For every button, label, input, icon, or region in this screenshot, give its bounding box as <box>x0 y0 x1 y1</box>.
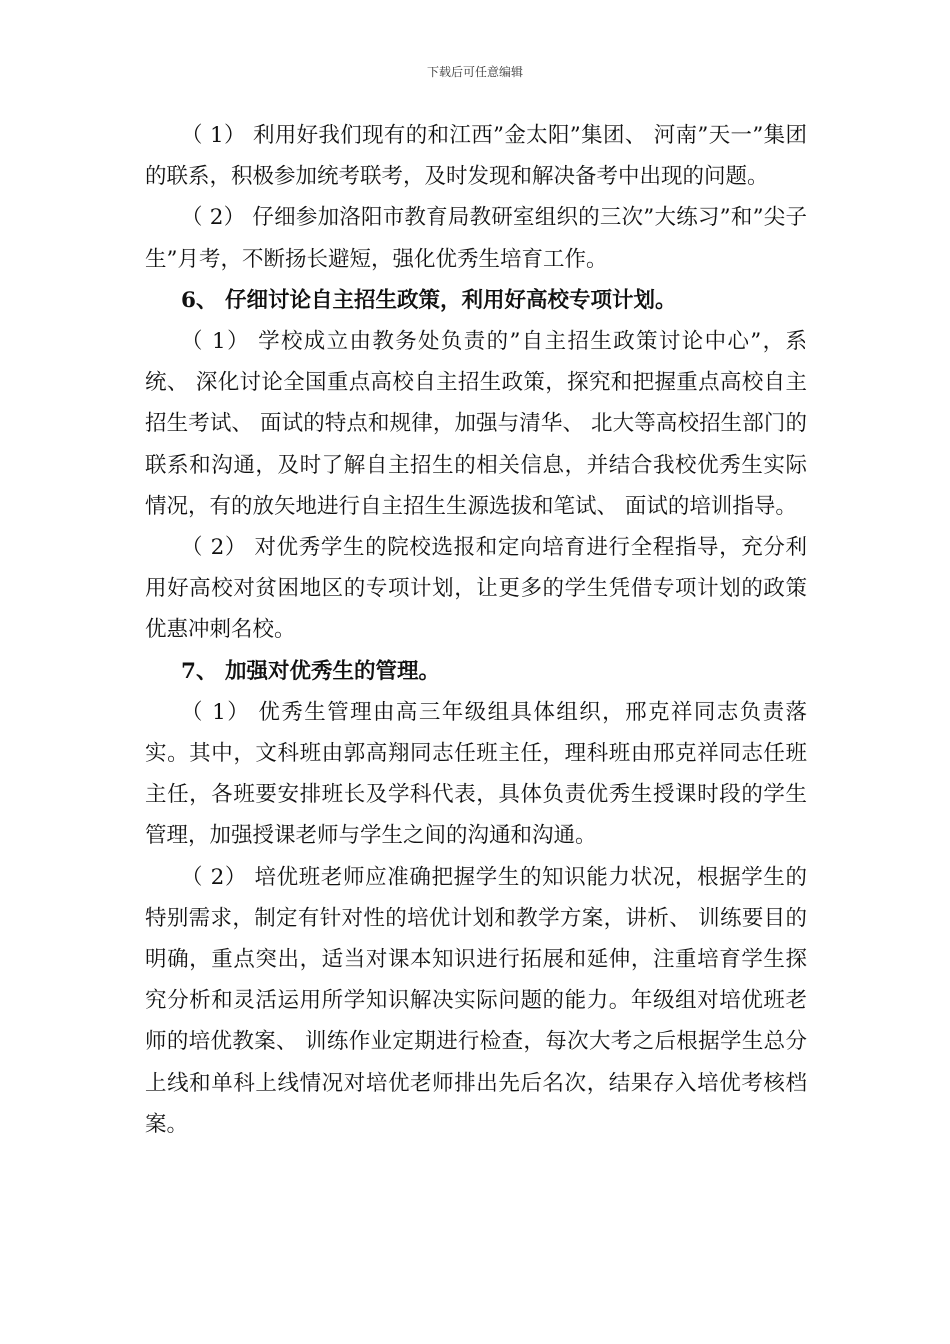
paragraph-5: （ 1） 优秀生管理由高三年级组具体组织，邢克祥同志负责落实。其中，文科班由郭高翔同志任班主任，理科班由邢克祥同志任班主任，各班要安排班长及学科代表，具体负责优秀生授课时段的学生管理，加强授课老师与学生之间的沟通和沟通。 <box>145 699 807 849</box>
paragraph-6: （ 2） 培优班老师应准确把握学生的知识能力状况，根据学生的特别需求，制定有针对性的培优计划和教学方案，讲析、 训练要目的明确，重点突出，适当对课本知识进行拓展和延伸，注重培育学生探究分析和灵活运用所学知识解决实际问题的能力。年级组对培优班老师的培优教案、 训练作业定期进行检查，每次大考之后根据学生总分上线和单科上线情况对培优老师排出先后名次，结果存入培优考核档案。 <box>145 864 807 1137</box>
paragraph-4: （ 2） 对优秀学生的院校选报和定向培育进行全程指导，充分利用好高校对贫困地区的专项计划，让更多的学生凭借专项计划的政策优惠冲刺名校。 <box>145 535 807 643</box>
document-body <box>145 115 807 1145</box>
page-header-note: 下载后可任意编辑 <box>426 65 523 79</box>
paragraph-3: （ 1） 学校成立由教务处负责的”自主招生政策讨论中心”，系统、 深化讨论全国重点高校自主招生政策，探究和把握重点高校自主招生考试、 面试的特点和规律，加强与清华、 北大等高校招生部门的联系和沟通，及时了解自主招生的相关信息，并结合我校优秀生实际情况，有的放矢地进行自主招生生源选拔和笔试、 面试的培训指导。 <box>145 329 807 519</box>
section-heading-7: 7、 加强对优秀生的管理。 <box>181 658 440 684</box>
paragraph-1: （ 1） 利用好我们现有的和江西”金太阳”集团、 河南”天一”集团的联系，积极参加统考联考，及时发现和解决备考中出现的问题。 <box>145 123 807 190</box>
paragraph-2: （ 2） 仔细参加洛阳市教育局教研室组织的三次”大练习”和”尖子生”月考，不断扬长避短，强化优秀生培育工作。 <box>145 205 807 272</box>
section-heading-6: 6、 仔细讨论自主招生政策，利用好高校专项计划。 <box>181 287 677 313</box>
